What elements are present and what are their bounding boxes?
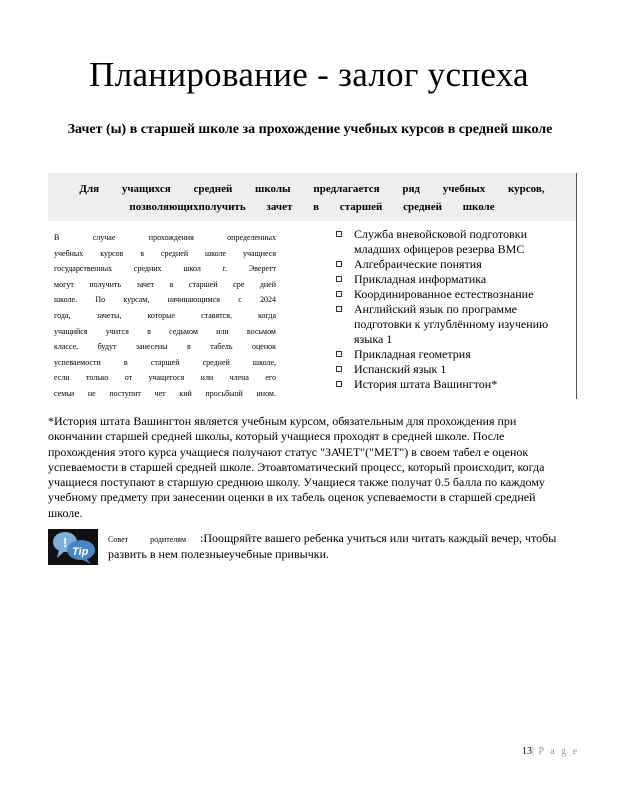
course-label: Алгебраические понятия — [354, 257, 482, 271]
page-label: P a g e — [538, 746, 580, 757]
explanation-line: семьи не поступит чет кий просьбыой ином. — [54, 388, 276, 398]
explanation-line: В случае прохождения определенных — [54, 233, 276, 242]
page-number: 13 — [522, 746, 532, 757]
bullet-icon — [336, 261, 342, 267]
course-label: Испанский язык 1 — [354, 362, 447, 376]
explanation-column — [54, 230, 276, 402]
bullet-icon — [336, 276, 342, 282]
bullet-icon — [336, 291, 342, 297]
explanation-line: классе, будут занесены в табель оценок — [54, 342, 276, 352]
header-line-2: позволяющихполучить зачет в старшей средней школе — [129, 201, 495, 213]
explanation-line: если только от учащегося или члена его — [54, 373, 276, 383]
course-item — [332, 287, 572, 302]
course-label: Служба вневойсковой подготовки младших офицеров резерва ВМС — [354, 227, 528, 256]
header-line-1: Для учащихся средней школы предлагается ряд учебных курсов, — [79, 183, 545, 195]
course-label: Координированное естествознание — [354, 287, 534, 301]
section-subtitle: Зачет (ы) в старшей школе за прохождение учебных курсов в средней школе — [67, 122, 553, 137]
explanation-line: учебных курсов в средней школе учащиеся — [54, 248, 276, 258]
courses-box — [48, 173, 577, 399]
bullet-icon — [336, 366, 342, 372]
bullet-icon — [336, 381, 342, 387]
course-item — [332, 302, 572, 347]
course-label: Прикладная геометрия — [354, 347, 471, 361]
bullet-icon — [336, 306, 342, 312]
course-item — [332, 377, 572, 392]
page-footer — [522, 746, 579, 757]
explanation-line: могут получить зачет в старшей сре дней — [54, 279, 276, 289]
course-label: Английский язык по программе подготовки к углублённому изучению языка 1 — [354, 302, 549, 346]
svg-text:!: ! — [63, 535, 68, 550]
tip-speech-bubbles-icon — [48, 529, 98, 565]
course-item — [332, 257, 572, 272]
explanation-line: года, зачеты, которые ставятся, когда — [54, 310, 276, 320]
explanation-line: государственных средних школ г. Эверетт — [54, 264, 276, 274]
page-title: Планирование - залог успеха — [89, 55, 529, 94]
tip-body: :Поощряйте вашего ребенка учиться или читать каждый вечер, чтобы развить в нем полезныеучебные привычки. — [108, 531, 557, 561]
tip-icon-text: Tip — [72, 546, 89, 558]
course-list — [332, 227, 572, 392]
explanation-line: успеваемости в старшей средней школе, — [54, 357, 276, 367]
tip-label: Совет родителям — [108, 535, 187, 544]
courses-box-header — [48, 173, 576, 221]
footnote-paragraph: *История штата Вашингтон является учебным курсом, обязательным для прохождения при окончании старшей средней школы, который учащиеся проходят в средней школе. После прохождения этого курса учащиеся получают статус "ЗАЧЕТ"("МЕТ") в своем табел е оценок успеваемости в старшей средней школе. Этоавтоматический процесс, который происходит, когда учащиеся поступают в старшую среднюю школу. Учащиеся также получат 0.5 балла по каждому учебному предмету при занесении оценки в их табель оценок успеваемости в старшей средней школе. — [48, 414, 545, 520]
course-item — [332, 272, 572, 287]
course-item — [332, 362, 572, 377]
course-item — [332, 347, 572, 362]
course-item — [332, 227, 572, 257]
course-label: Прикладная информатика — [354, 272, 487, 286]
bullet-icon — [336, 351, 342, 357]
tip-text — [108, 531, 588, 562]
explanation-line: школе. По курсам, начинающимся с 2024 — [54, 295, 276, 305]
course-label: История штата Вашингтон* — [354, 377, 498, 391]
bullet-icon — [336, 231, 342, 237]
tip-icon-graphic — [48, 529, 98, 565]
explanation-line: учащийся учится в седьмом или восьмом — [54, 326, 276, 336]
page-separator: | — [532, 746, 537, 757]
